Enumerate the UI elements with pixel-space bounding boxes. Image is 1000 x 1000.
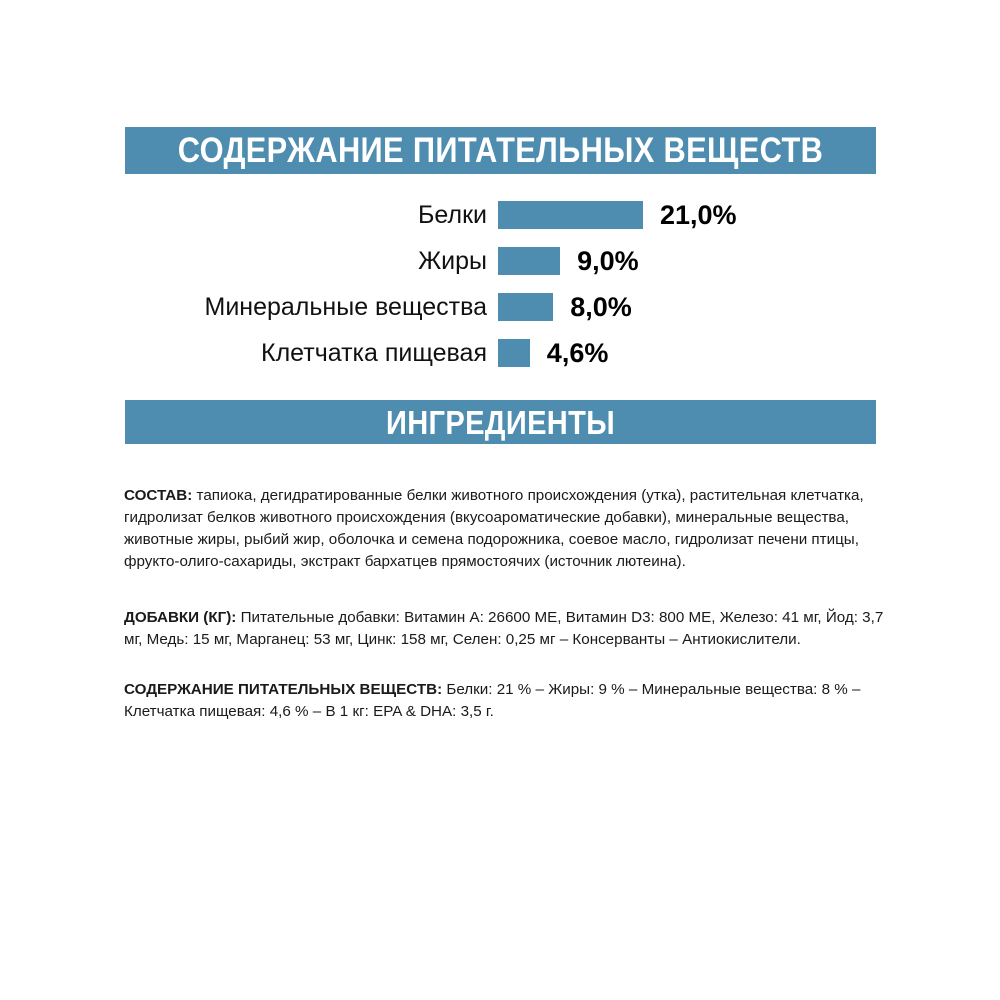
composition-paragraph — [124, 485, 884, 573]
additives-text: Питательные добавки: Витамин A: 26600 МЕ, Витамин D3: 800 МЕ, Железо: 41 мг, Йод: 3,7 мг, Медь: 15 мг, Марганец: 53 мг, Цинк: 158 мг, Селен: 0,25 мг – Консерванты – Антиокислители. — [124, 609, 884, 649]
chart-label-fiber: Клетчатка пищевая — [261, 338, 487, 367]
analysis-text: Белки: 21 % – Жиры: 9 % – Минеральные вещества: 8 % – Клетчатка пищевая: 4,6 % – В 1 кг: EPA & DHA: 3,5 г. — [124, 681, 861, 721]
chart-row-minerals — [0, 284, 1000, 330]
chart-value-minerals: 8,0% — [570, 291, 632, 322]
chart-bar-fat — [498, 247, 560, 275]
chart-bar-track-protein — [498, 201, 737, 229]
chart-label-protein: Белки — [418, 200, 487, 229]
chart-value-fiber: 4,6% — [546, 337, 609, 368]
chart-value-fat: 9,0% — [577, 245, 639, 276]
composition-text: тапиока, дегидратированные белки животного происхождения (утка), растительная клетчатка, гидролизат белков животного происхождения (вкусоароматические добавки), минеральные вещества, животные жиры, рыбий жир, оболочка и семена подорожника, соевое масло, гидролизат печени птицы, фрукто-олиго-сахариды, экстракт бархатцев прямостоячих (источник лютеина). — [124, 487, 864, 571]
additives-label: ДОБАВКИ (КГ): — [124, 609, 237, 627]
nutrients-section-title: СОДЕРЖАНИЕ ПИТАТЕЛЬНЫХ ВЕЩЕСТВ — [177, 131, 824, 170]
chart-bar-track-fiber — [498, 339, 608, 367]
analysis-paragraph — [124, 679, 884, 723]
chart-bar-track-minerals — [498, 293, 632, 321]
chart-row-fat — [0, 238, 1000, 284]
chart-bar-minerals — [498, 293, 553, 321]
composition-label: СОСТАВ: — [124, 487, 193, 505]
nutrient-bar-chart — [0, 192, 1000, 376]
chart-label-minerals: Минеральные вещества — [204, 292, 487, 321]
chart-row-protein — [0, 192, 1000, 238]
analysis-label: СОДЕРЖАНИЕ ПИТАТЕЛЬНЫХ ВЕЩЕСТВ: — [124, 681, 443, 699]
chart-value-protein: 21,0% — [660, 199, 737, 230]
chart-bar-protein — [498, 201, 643, 229]
nutrients-section-header — [125, 127, 876, 174]
chart-bar-track-fat — [498, 247, 639, 275]
ingredients-section-header — [125, 400, 876, 444]
additives-paragraph — [124, 607, 884, 651]
chart-label-fat: Жиры — [418, 246, 487, 275]
chart-bar-fiber — [498, 339, 530, 367]
ingredients-section-title: ИНГРЕДИЕНТЫ — [386, 403, 615, 441]
chart-row-fiber — [0, 330, 1000, 376]
